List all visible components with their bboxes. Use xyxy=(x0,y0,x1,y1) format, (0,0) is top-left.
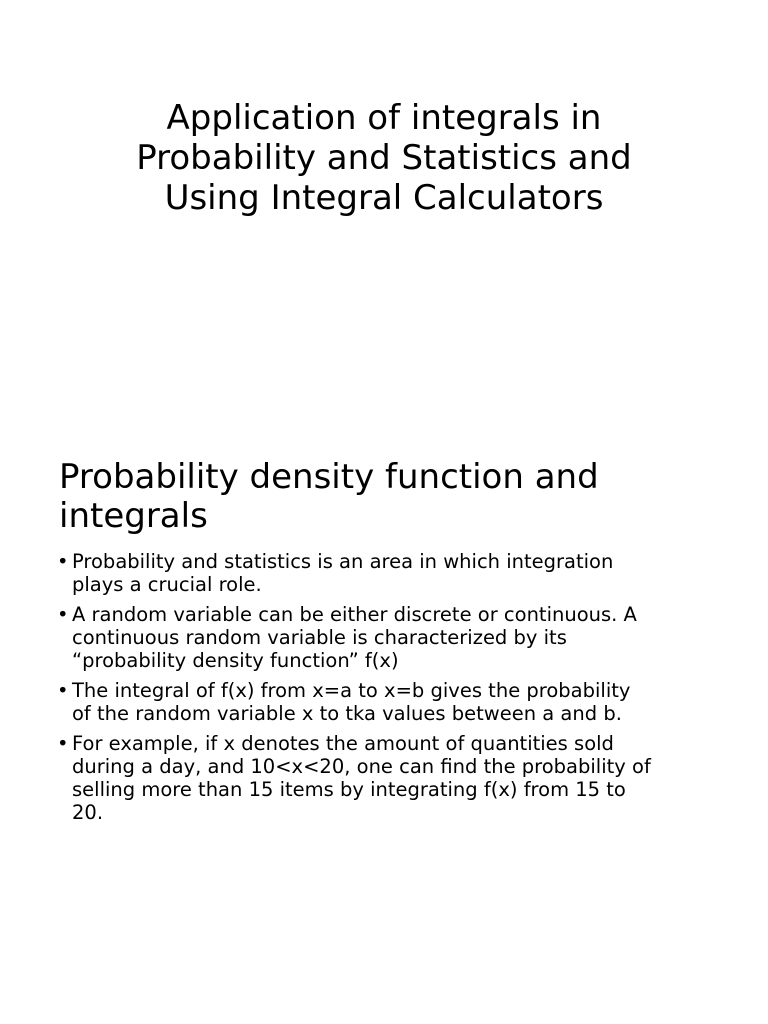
bullet-dot-icon: • xyxy=(57,550,69,573)
bullet-dot-icon: • xyxy=(57,679,69,702)
slide-title-line: Using Integral Calculators xyxy=(164,178,604,218)
bullet-dot-icon: • xyxy=(57,732,69,755)
bullet-item xyxy=(57,603,717,672)
bullet-item xyxy=(57,550,717,596)
slide-title-line: Application of integrals in xyxy=(166,98,602,138)
bullet-item xyxy=(57,679,717,725)
bullet-list xyxy=(57,550,717,831)
bullet-dot-icon: • xyxy=(57,603,69,626)
bullet-text: The integral of f(x) from x=a to x=b gives the probability of the random variable x to tka values between a and b. xyxy=(72,679,631,725)
slide-title xyxy=(0,98,768,218)
section-heading xyxy=(59,458,739,536)
bullet-text: A random variable can be either discrete or continuous. A continuous random variable is characterized by its “probability density function” f(x) xyxy=(72,603,637,672)
slide-title-line: Probability and Statistics and xyxy=(136,138,632,178)
section-heading-line: Probability density function and xyxy=(59,457,599,497)
bullet-text: Probability and statistics is an area in which integration plays a crucial role. xyxy=(72,550,614,596)
section-heading-line: integrals xyxy=(59,496,208,536)
bullet-text: For example, if x denotes the amount of quantities sold during a day, and 10<x<20, one can find the probability of selling more than 15 items by integrating f(x) from 15 to 20. xyxy=(72,732,651,824)
bullet-item xyxy=(57,732,717,824)
